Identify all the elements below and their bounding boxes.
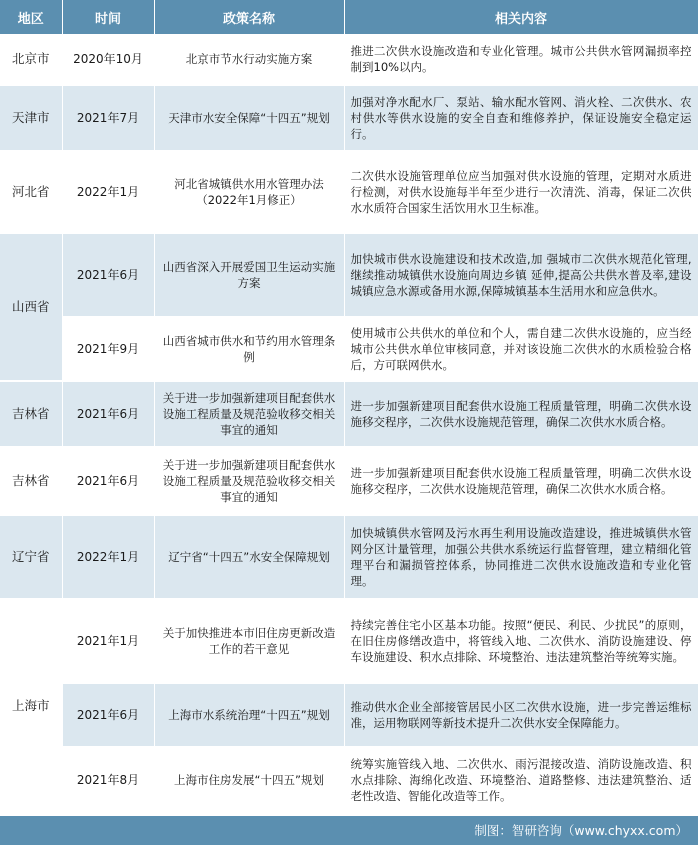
policy-cell: 山西省城市供水和节约用水管理条例 — [154, 317, 344, 381]
policy-cell: 天津市水安全保障“十四五”规划 — [154, 85, 344, 151]
time-cell: 2021年7月 — [62, 85, 154, 151]
time-cell: 2021年6月 — [62, 447, 154, 515]
region-cell: 吉林省 — [0, 381, 62, 447]
region-cell: 山西省 — [0, 233, 62, 381]
content-cell: 进一步加强新建项目配套供水设施工程质量管理，明确二次供水设施移交程序，二次供水设施规范管理，确保二次供水水质合格。 — [344, 447, 698, 515]
time-cell: 2022年1月 — [62, 151, 154, 233]
time-cell: 2022年1月 — [62, 515, 154, 599]
table-row — [0, 233, 698, 317]
region-cell: 上海市 — [0, 599, 62, 813]
content-cell: 加快城镇供水管网及污水再生利用设施改造建设，推进城镇供水管网分区计量管理，加强公共供水系统运行监督管理，建立精细化管理平台和漏损管控体系，协同推进二次供水设施改造和专业化管理。 — [344, 515, 698, 599]
content-cell: 推动供水企业全部接管居民小区二次供水设施，进一步完善运维标准，运用物联网等新技术提升二次供水安全保障能力。 — [344, 683, 698, 747]
table-row — [0, 85, 698, 151]
region-cell: 辽宁省 — [0, 515, 62, 599]
table-row — [0, 683, 698, 747]
time-cell: 2021年6月 — [62, 233, 154, 317]
policy-cell: 关于进一步加强新建项目配套供水设施工程质量及规范验收移交相关事宜的通知 — [154, 381, 344, 447]
content-cell: 进一步加强新建项目配套供水设施工程质量管理，明确二次供水设施移交程序，二次供水设施规范管理，确保二次供水水质合格。 — [344, 381, 698, 447]
header-policy: 政策名称 — [154, 0, 344, 35]
policy-cell: 辽宁省“十四五”水安全保障规划 — [154, 515, 344, 599]
policy-cell: 关于加快推进本市旧住房更新改造工作的若干意见 — [154, 599, 344, 683]
content-cell: 使用城市公共供水的单位和个人，需自建二次供水设施的，应当经城市公共供水单位审核同意，并对该设施二次供水的水质检验合格后，方可联网供水。 — [344, 317, 698, 381]
table-row — [0, 151, 698, 233]
time-cell: 2021年1月 — [62, 599, 154, 683]
time-cell: 2021年6月 — [62, 683, 154, 747]
table-row — [0, 381, 698, 447]
content-cell: 持续完善住宅小区基本功能。按照“便民、利民、少扰民”的原则，在旧住房修缮改造中，将管线入地、二次供水、消防设施建设、停车设施建设、积水点排除、环境整治、违法建筑整治等统筹实施。 — [344, 599, 698, 683]
header-time: 时间 — [62, 0, 154, 35]
table-row — [0, 447, 698, 515]
region-cell: 河北省 — [0, 151, 62, 233]
time-cell: 2020年10月 — [62, 35, 154, 85]
policy-cell: 关于进一步加强新建项目配套供水设施工程质量及规范验收移交相关事宜的通知 — [154, 447, 344, 515]
policy-cell: 北京市节水行动实施方案 — [154, 35, 344, 85]
table-row — [0, 317, 698, 381]
time-cell: 2021年8月 — [62, 747, 154, 813]
policy-cell: 山西省深入开展爱国卫生运动实施方案 — [154, 233, 344, 317]
region-cell: 天津市 — [0, 85, 62, 151]
time-cell: 2021年6月 — [62, 381, 154, 447]
content-cell: 加快城市供水设施建设和技术改造,加 强城市二次供水规范化管理,继续推动城镇供水设施向周边乡镇 延伸,提高公共供水普及率,建设城镇应急水源或备用水源,保障城镇基本生活用水和应急供水。 — [344, 233, 698, 317]
region-cell: 吉林省 — [0, 447, 62, 515]
header-region: 地区 — [0, 0, 62, 35]
table-row — [0, 599, 698, 683]
policy-cell: 上海市水系统治理“十四五”规划 — [154, 683, 344, 747]
header-content: 相关内容 — [344, 0, 698, 35]
content-cell: 加强对净水配水厂、泵站、输水配水管网、消火栓、二次供水、农村供水等供水设施的安全自查和维修养护，保证设施安全稳定运行。 — [344, 85, 698, 151]
content-cell: 二次供水设施管理单位应当加强对供水设施的管理，定期对水质进行检测，对供水设施每半年至少进行一次清洗、消毒，保证二次供水水质符合国家生活饮用水卫生标准。 — [344, 151, 698, 233]
table-row — [0, 515, 698, 599]
policy-cell: 上海市住房发展“十四五”规划 — [154, 747, 344, 813]
content-cell: 统筹实施管线入地、二次供水、雨污混接改造、消防设施改造、积水点排除、海绵化改造、环境整治、道路整修、违法建筑整治、适老性改造、智能化改造等工作。 — [344, 747, 698, 813]
content-cell: 推进二次供水设施改造和专业化管理。城市公共供水管网漏损率控制到10%以内。 — [344, 35, 698, 85]
table-header-row — [0, 0, 698, 35]
table-row — [0, 35, 698, 85]
source-footer: 制图：智研咨询（www.chyxx.com） — [0, 816, 698, 845]
time-cell: 2021年9月 — [62, 317, 154, 381]
table-row — [0, 747, 698, 813]
policy-cell: 河北省城镇供水用水管理办法（2022年1月修正） — [154, 151, 344, 233]
region-cell: 北京市 — [0, 35, 62, 85]
